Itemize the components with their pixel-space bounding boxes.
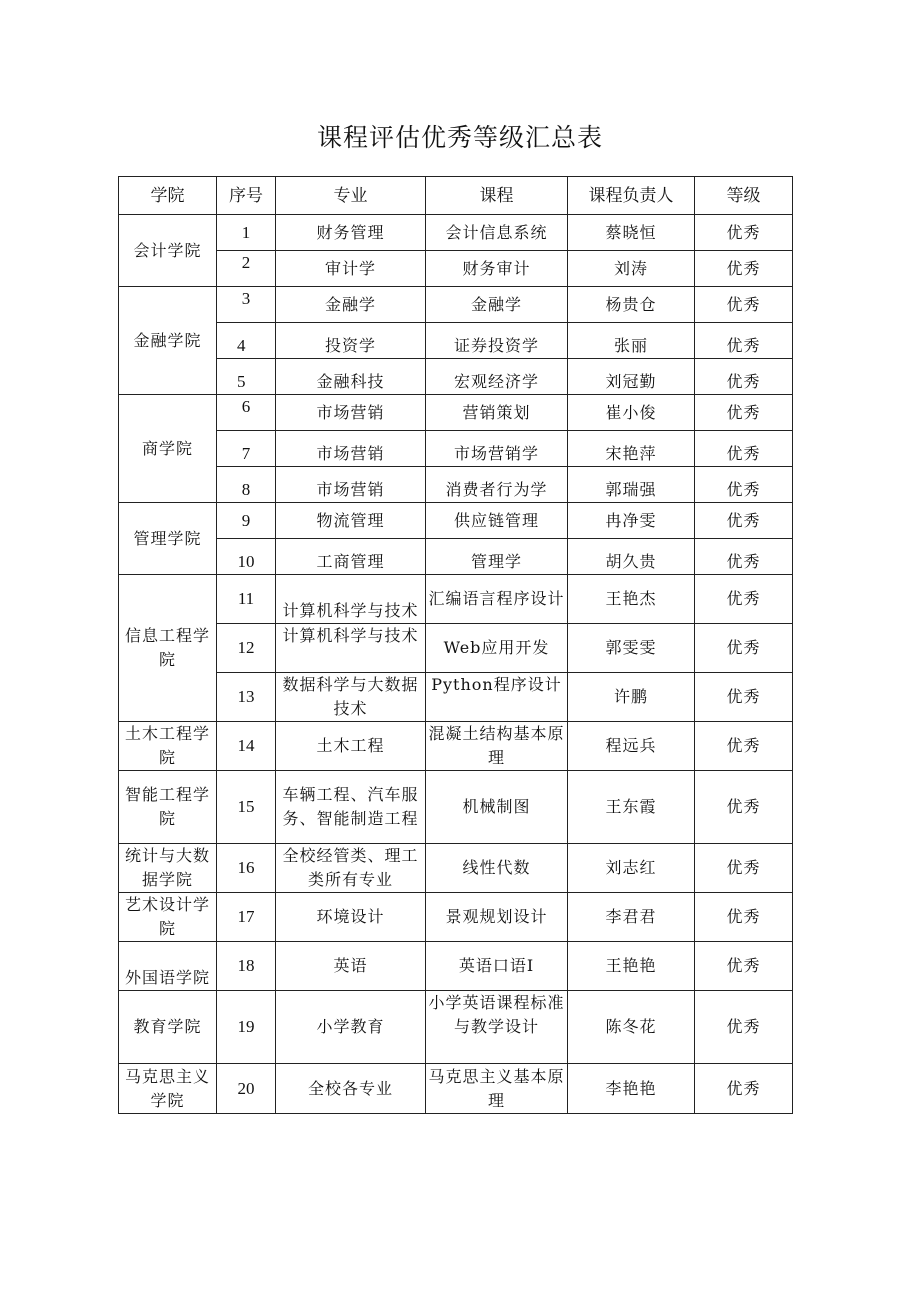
table-row [119,771,793,844]
row-number: 16 [217,844,276,893]
lead-cell: 蔡晓恒 [568,215,695,251]
row-number: 20 [217,1064,276,1114]
course-cell: 机械制图 [426,771,568,844]
lead-cell: 刘志红 [568,844,695,893]
table-row [119,844,793,893]
row-number: 6 [217,395,276,431]
major-cell: 市场营销 [276,467,426,503]
header-college: 学院 [119,177,217,215]
header-major: 专业 [276,177,426,215]
lead-cell: 崔小俊 [568,395,695,431]
college-cell: 会计学院 [119,215,217,287]
course-cell: Python程序设计 [426,673,568,722]
grade-cell: 优秀 [695,722,793,771]
major-cell: 金融科技 [276,359,426,395]
course-cell: 小学英语课程标准与教学设计 [426,991,568,1064]
table-row [119,467,793,503]
table-row [119,624,793,673]
course-cell: 市场营销学 [426,431,568,467]
lead-cell: 李艳艳 [568,1064,695,1114]
course-cell: 汇编语言程序设计 [426,575,568,624]
college-cell: 商学院 [119,395,217,503]
grade-cell: 优秀 [695,991,793,1064]
grade-cell: 优秀 [695,395,793,431]
major-cell: 全校各专业 [276,1064,426,1114]
lead-cell: 王艳杰 [568,575,695,624]
lead-cell: 王东霞 [568,771,695,844]
grade-cell: 优秀 [695,503,793,539]
grade-cell: 优秀 [695,467,793,503]
major-cell: 工商管理 [276,539,426,575]
table-row [119,431,793,467]
lead-cell: 冉净雯 [568,503,695,539]
table-row [119,215,793,251]
course-cell: 财务审计 [426,251,568,287]
header-course: 课程 [426,177,568,215]
row-number: 17 [217,893,276,942]
table-row [119,359,793,395]
major-cell: 金融学 [276,287,426,323]
lead-cell: 许鹏 [568,673,695,722]
major-cell: 数据科学与大数据技术 [276,673,426,722]
lead-cell: 王艳艳 [568,942,695,991]
table-row [119,1064,793,1114]
header-number: 序号 [217,177,276,215]
course-cell: 马克思主义基本原理 [426,1064,568,1114]
course-cell: Web应用开发 [426,624,568,673]
row-number: 4 [217,323,276,359]
grade-cell: 优秀 [695,251,793,287]
row-number: 10 [217,539,276,575]
lead-cell: 宋艳萍 [568,431,695,467]
table-row [119,395,793,431]
row-number: 7 [217,431,276,467]
grade-cell: 优秀 [695,673,793,722]
major-cell: 土木工程 [276,722,426,771]
lead-cell: 郭瑞强 [568,467,695,503]
lead-cell: 李君君 [568,893,695,942]
major-cell: 市场营销 [276,431,426,467]
course-cell: 混凝土结构基本原理 [426,722,568,771]
course-cell: 管理学 [426,539,568,575]
lead-cell: 程远兵 [568,722,695,771]
college-cell: 金融学院 [119,287,217,395]
lead-cell: 杨贵仓 [568,287,695,323]
major-cell: 物流管理 [276,503,426,539]
row-number: 5 [217,359,276,395]
table-row [119,893,793,942]
row-number: 2 [217,251,276,287]
college-cell: 管理学院 [119,503,217,575]
major-cell: 小学教育 [276,991,426,1064]
course-cell: 消费者行为学 [426,467,568,503]
grade-cell: 优秀 [695,359,793,395]
table-row [119,722,793,771]
grade-cell: 优秀 [695,575,793,624]
major-cell: 全校经管类、理工类所有专业 [276,844,426,893]
college-cell: 外国语学院 [119,942,217,991]
course-cell: 会计信息系统 [426,215,568,251]
college-cell: 信息工程学院 [119,575,217,722]
row-number: 3 [217,287,276,323]
grade-cell: 优秀 [695,1064,793,1114]
lead-cell: 张丽 [568,323,695,359]
row-number: 19 [217,991,276,1064]
table-row [119,287,793,323]
row-number: 11 [217,575,276,624]
grade-cell: 优秀 [695,771,793,844]
lead-cell: 郭雯雯 [568,624,695,673]
table-row [119,991,793,1064]
major-cell: 车辆工程、汽车服务、智能制造工程 [276,771,426,844]
course-cell: 线性代数 [426,844,568,893]
college-cell: 艺术设计学院 [119,893,217,942]
college-cell: 马克思主义学院 [119,1064,217,1114]
row-number: 13 [217,673,276,722]
table-row [119,503,793,539]
table-row [119,575,793,624]
page-title: 课程评估优秀等级汇总表 [316,123,603,152]
college-cell: 土木工程学院 [119,722,217,771]
lead-cell: 陈冬花 [568,991,695,1064]
table-row [119,539,793,575]
table-row [119,323,793,359]
summary-table [118,176,793,1114]
header-grade: 等级 [695,177,793,215]
row-number: 9 [217,503,276,539]
college-cell: 教育学院 [119,991,217,1064]
major-cell: 审计学 [276,251,426,287]
row-number: 12 [217,624,276,673]
row-number: 1 [217,215,276,251]
row-number: 8 [217,467,276,503]
college-cell: 统计与大数据学院 [119,844,217,893]
row-number: 15 [217,771,276,844]
major-cell: 投资学 [276,323,426,359]
grade-cell: 优秀 [695,215,793,251]
course-cell: 宏观经济学 [426,359,568,395]
grade-cell: 优秀 [695,893,793,942]
course-cell: 营销策划 [426,395,568,431]
table-row [119,942,793,991]
course-cell: 景观规划设计 [426,893,568,942]
major-cell: 市场营销 [276,395,426,431]
lead-cell: 刘涛 [568,251,695,287]
grade-cell: 优秀 [695,287,793,323]
major-cell: 财务管理 [276,215,426,251]
row-number: 14 [217,722,276,771]
grade-cell: 优秀 [695,624,793,673]
course-cell: 证券投资学 [426,323,568,359]
grade-cell: 优秀 [695,844,793,893]
grade-cell: 优秀 [695,323,793,359]
lead-cell: 胡久贵 [568,539,695,575]
college-cell: 智能工程学院 [119,771,217,844]
major-cell: 计算机科学与技术 [276,575,426,624]
table-row [119,251,793,287]
grade-cell: 优秀 [695,431,793,467]
grade-cell: 优秀 [695,539,793,575]
major-cell: 环境设计 [276,893,426,942]
course-cell: 英语口语Ⅰ [426,942,568,991]
grade-cell: 优秀 [695,942,793,991]
header-row [119,177,793,215]
major-cell: 英语 [276,942,426,991]
row-number: 18 [217,942,276,991]
lead-cell: 刘冠勤 [568,359,695,395]
course-cell: 供应链管理 [426,503,568,539]
major-cell: 计算机科学与技术 [276,624,426,673]
course-cell: 金融学 [426,287,568,323]
header-lead: 课程负责人 [568,177,695,215]
table-row [119,673,793,722]
